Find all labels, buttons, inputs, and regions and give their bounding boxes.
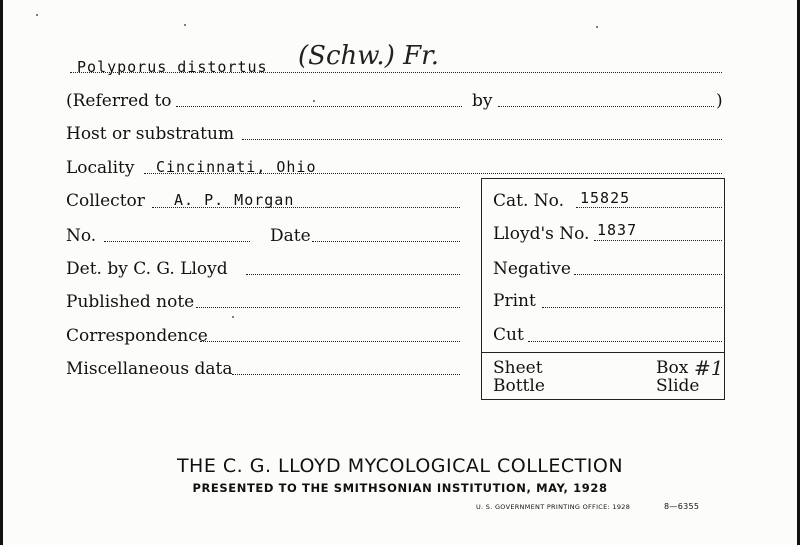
scan-speck — [313, 100, 315, 102]
sheet-label: Sheet — [493, 358, 543, 378]
date-label: Date — [270, 226, 311, 246]
collector-label: Collector — [66, 191, 145, 211]
correspondence-label: Correspondence — [66, 326, 208, 346]
scan-speck — [232, 316, 234, 318]
print-line — [542, 307, 722, 308]
host-line — [242, 139, 722, 140]
box-right-border — [724, 178, 725, 400]
host-label: Host or substratum — [66, 124, 235, 144]
collection-title: THE C. G. LLOYD MYCOLOGICAL COLLECTION — [176, 455, 624, 477]
slide-label: Slide — [656, 376, 700, 396]
species-authority: (Schw.) Fr. — [298, 41, 439, 71]
by-line — [498, 106, 714, 107]
misc-line — [232, 374, 460, 375]
locality-value: Cincinnati, Ohio — [156, 158, 317, 176]
referred-to-label: (Referred to — [66, 91, 172, 111]
box-left-border — [481, 178, 482, 400]
published-label: Published note — [66, 292, 195, 312]
box-mid-border — [481, 352, 725, 353]
det-label: Det. by C. G. Lloyd — [66, 259, 228, 279]
by-label: by — [472, 91, 493, 111]
collector-value: A. P. Morgan — [174, 191, 295, 209]
cut-label: Cut — [493, 325, 524, 345]
negative-label: Negative — [493, 259, 571, 279]
cat-no-label: Cat. No. — [493, 191, 564, 211]
negative-line — [574, 274, 722, 275]
lloyd-no-label: Lloyd's No. — [493, 224, 590, 244]
lloyd-no-value: 1837 — [597, 221, 638, 239]
box-value: #1 — [694, 356, 724, 380]
cat-no-line — [576, 207, 722, 208]
cut-line — [528, 341, 722, 342]
collection-subtitle: PRESENTED TO THE SMITHSONIAN INSTITUTION, MAY, 1928 — [192, 481, 608, 495]
scan-speck — [596, 26, 598, 28]
print-label: Print — [493, 291, 536, 311]
box-top-border — [481, 178, 725, 179]
misc-label: Miscellaneous data — [66, 359, 233, 379]
date-line — [312, 241, 460, 242]
det-line — [246, 274, 460, 275]
published-line — [196, 307, 460, 308]
box-label: Box — [656, 358, 689, 378]
form-number: 8—6355 — [664, 502, 700, 511]
scan-speck — [36, 14, 38, 16]
referred-close-paren: ) — [716, 91, 723, 111]
referred-to-line — [176, 106, 462, 107]
locality-line — [144, 173, 722, 174]
locality-label: Locality — [66, 158, 135, 178]
lloyd-no-line — [594, 240, 722, 241]
cat-no-value: 15825 — [580, 189, 631, 207]
number-line — [104, 241, 250, 242]
correspondence-line — [200, 341, 460, 342]
collector-line — [152, 207, 460, 208]
bottle-label: Bottle — [493, 376, 545, 396]
printing-office-note: U. S. GOVERNMENT PRINTING OFFICE: 1928 — [476, 503, 631, 511]
scan-speck — [184, 24, 186, 26]
species-line — [70, 72, 722, 73]
box-bottom-border — [481, 399, 725, 400]
species-name: Polyporus distortus — [77, 58, 268, 76]
number-label: No. — [66, 226, 97, 246]
